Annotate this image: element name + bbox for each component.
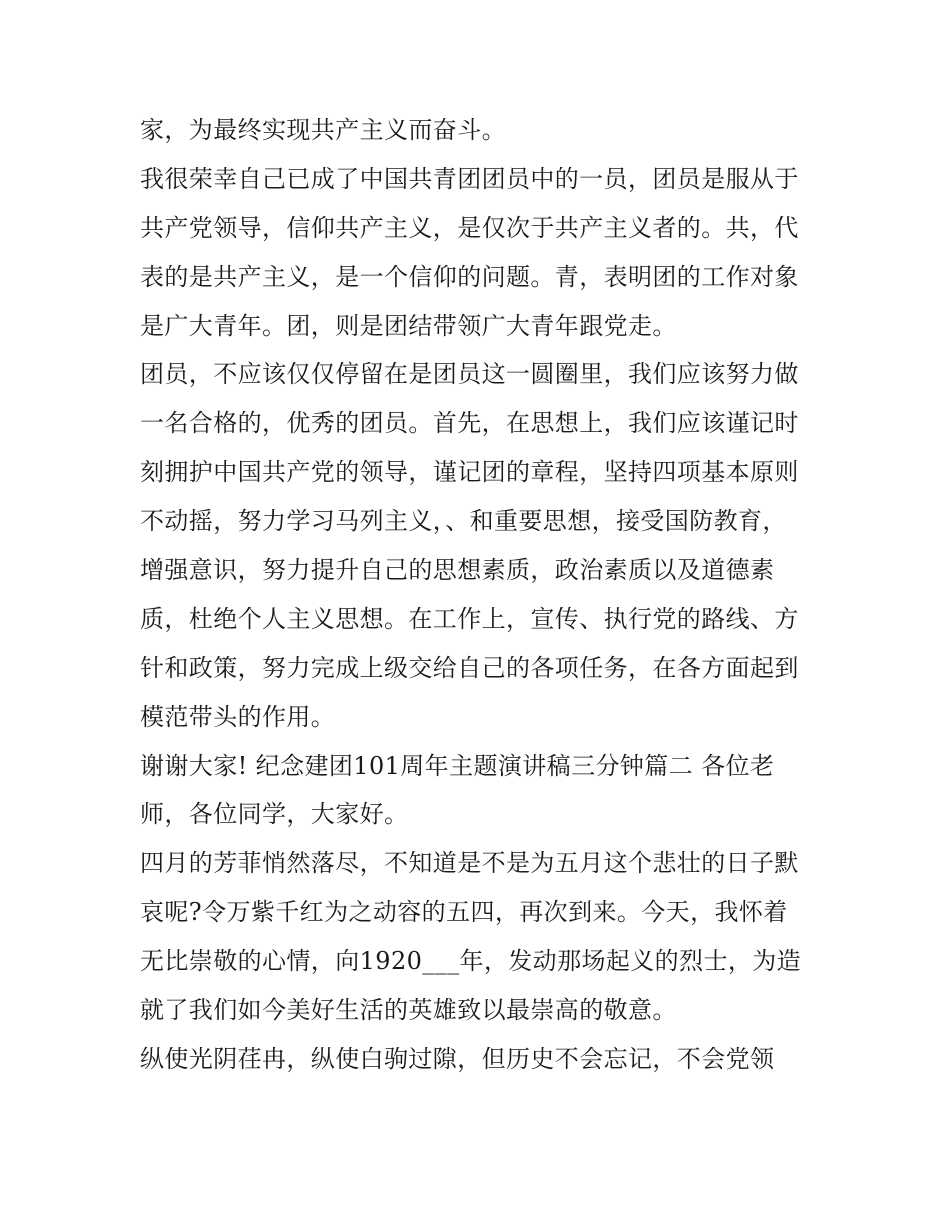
text-line: 刻拥护中国共产党的领导，谨记团的章程，坚持四项基本原则 <box>140 458 799 487</box>
text-line: 纵使光阴荏冉，纵使白驹过隙，但历史不会忘记，不会党领 <box>140 1044 775 1073</box>
text-line: 针和政策，努力完成上级交给自己的各项任务，在各方面起到 <box>140 653 799 682</box>
text-line: 四月的芳菲悄然落尽，不知道是不是为五月这个悲壮的日子默 <box>140 849 799 878</box>
text-line: 哀呢?令万紫千红为之动容的五四，再次到来。今天，我怀着 <box>140 898 788 927</box>
text-line: 共产党领导，信仰共产主义，是仅次于共产主义者的。共，代 <box>140 213 799 242</box>
text-line: 无比崇敬的心情，向1920___年，发动那场起义的烈士，为造 <box>140 947 802 976</box>
text-line: 模范带头的作用。 <box>140 702 336 731</box>
text-line: 就了我们如今美好生活的英雄致以最崇高的敬意。 <box>140 996 677 1025</box>
text-line: 表的是共产主义，是一个信仰的问题。青，表明团的工作对象 <box>140 262 799 291</box>
text-line: 我很荣幸自己已成了中国共青团团员中的一员，团员是服从于 <box>140 164 799 193</box>
text-line: 增强意识，努力提升自己的思想素质，政治素质以及道德素 <box>140 556 775 585</box>
text-line: 师，各位同学，大家好。 <box>140 800 409 829</box>
text-line: 不动摇，努力学习马列主义，、和重要思想，接受国防教育， <box>140 507 787 536</box>
text-line: 谢谢大家! 纪念建团101周年主题演讲稿三分钟篇二 各位老 <box>140 751 775 780</box>
text-line: 家，为最终实现共产主义而奋斗。 <box>140 116 506 144</box>
text-line: 质，杜绝个人主义思想。在工作上，宣传、执行党的路线、方 <box>140 604 799 633</box>
document-body <box>140 106 820 1084</box>
text-line: 团员，不应该仅仅停留在是团员这一圆圈里，我们应该努力做 <box>140 360 799 389</box>
text-line: 一名合格的，优秀的团员。首先，在思想上，我们应该谨记时 <box>140 409 799 438</box>
text-line: 是广大青年。团，则是团结带领广大青年跟党走。 <box>140 311 677 340</box>
